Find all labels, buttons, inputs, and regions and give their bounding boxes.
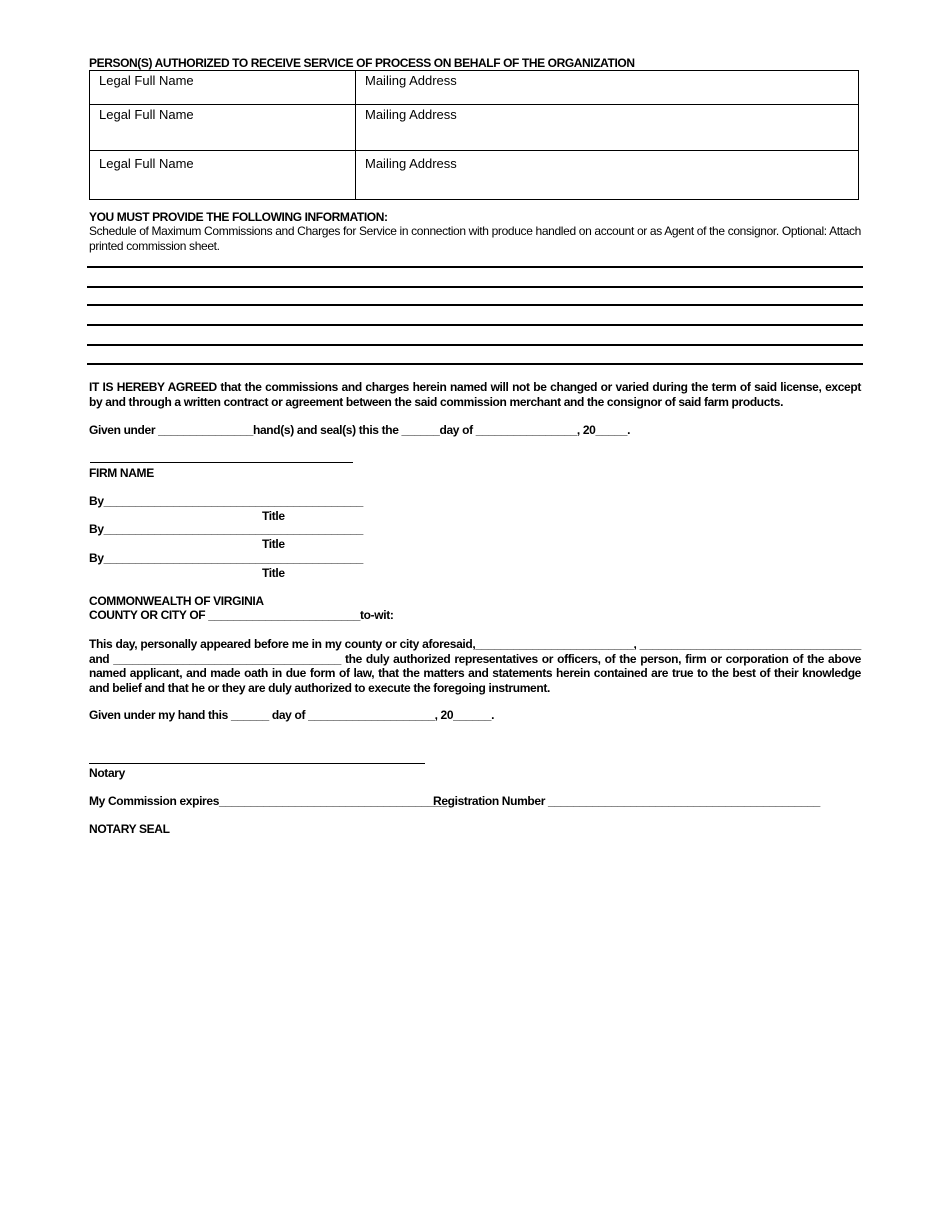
mailing-address-cell[interactable]: Mailing Address [356,105,859,151]
notary-signature-line[interactable] [89,763,425,764]
county-or-city-line[interactable]: COUNTY OR CITY OF ________________________to-wit: [89,608,394,622]
commonwealth-label: COMMONWEALTH OF VIRGINIA [89,594,264,608]
oath-paragraph: This day, personally appeared before me in my county or city aforesaid,_________________________, ___________________________________ and ____________________________________ the duly authorized representatives or officers, of the person, firm or corporation of the above named applicant, and made oath in due form of law, that the matters and statements herein contained are true to the best of their knowledge and belief and that he or they are duly authorized to execute the foregoing instrument. [89,637,861,695]
agents-table [89,70,859,200]
firm-name-label: FIRM NAME [89,466,154,480]
commission-schedule-line-2[interactable] [87,286,863,288]
required-info-heading: YOU MUST PROVIDE THE FOLLOWING INFORMATION: [89,210,388,224]
table-row [90,105,859,151]
commission-schedule-line-6[interactable] [87,363,863,365]
mailing-address-cell[interactable]: Mailing Address [356,151,859,200]
firm-name-signature-line[interactable] [90,462,353,463]
signer-title-label: Title [262,509,285,523]
commission-schedule-line-4[interactable] [87,324,863,326]
signer-by-line[interactable]: By_________________________________________ [89,494,363,508]
commission-schedule-line-3[interactable] [87,304,863,306]
signer-by-line[interactable]: By_________________________________________ [89,551,363,565]
notary-label: Notary [89,766,125,780]
registration-number-line[interactable]: Registration Number ___________________________________________ [433,794,820,808]
signer-title-label: Title [262,537,285,551]
signer-by-line[interactable]: By_________________________________________ [89,522,363,536]
agreement-paragraph: IT IS HEREBY AGREED that the commissions and charges herein named will not be changed or varied during the term of said license, except by and through a written contract or agreement between the said commission merchant and the consignor of said farm products. [89,380,861,409]
legal-name-cell[interactable]: Legal Full Name [90,151,356,200]
table-row [90,71,859,105]
commission-schedule-line-5[interactable] [87,344,863,346]
legal-name-cell[interactable]: Legal Full Name [90,105,356,151]
mailing-address-cell[interactable]: Mailing Address [356,71,859,105]
section-heading-service-of-process: PERSON(S) AUTHORIZED TO RECEIVE SERVICE OF PROCESS ON BEHALF OF THE ORGANIZATION [89,56,635,70]
given-under-line[interactable]: Given under _______________hand(s) and seal(s) this the ______day of ________________, 20_____. [89,423,631,437]
required-info-text: Schedule of Maximum Commissions and Charges for Service in connection with produce handled on account or as Agent of the consignor. Optional: Attach printed commission sheet. [89,224,862,253]
commission-schedule-line-1[interactable] [87,266,863,268]
notary-given-under-line[interactable]: Given under my hand this ______ day of ____________________, 20______. [89,708,495,722]
commission-expires-line[interactable]: My Commission expires____________________________________ [89,794,447,808]
signer-title-label: Title [262,566,285,580]
notary-seal-label: NOTARY SEAL [89,822,170,836]
table-row [90,151,859,200]
legal-name-cell[interactable]: Legal Full Name [90,71,356,105]
